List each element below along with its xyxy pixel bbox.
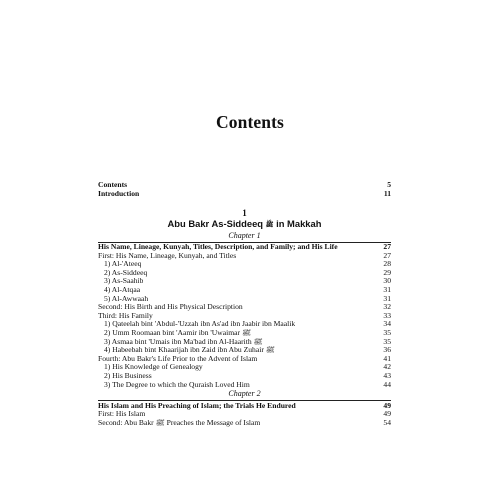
toc-entry-label: 3) Asmaa bint 'Umais ibn Ma'bad ibn Al-Haarith ﷺ xyxy=(104,337,263,346)
toc-entry-page: 27 xyxy=(383,250,391,260)
toc-entry-label: Third: His Family xyxy=(98,311,153,320)
toc-entry-page: 31 xyxy=(383,293,391,303)
toc-entry-label: Second: His Birth and His Physical Description xyxy=(98,303,243,312)
toc-entry-label: 1) Qateelah bint 'Abdul-'Uzzah ibn As'ad ibn Jaabir ibn Maalik xyxy=(104,320,296,329)
part-number: 1 xyxy=(242,208,247,219)
toc-entry-label: 2) As-Siddeeq xyxy=(104,268,148,277)
toc-entry[interactable] xyxy=(98,410,391,419)
toc-entry-label: 2) Umm Roomaan bint 'Aamir ibn 'Uwaimar ﷺ xyxy=(104,329,252,338)
toc-entry[interactable] xyxy=(98,381,391,390)
toc-entry-page: 29 xyxy=(383,267,391,277)
toc-entry[interactable] xyxy=(98,419,391,428)
toc-entry-label: 1) His Knowledge of Genealogy xyxy=(104,363,203,372)
chapter-2-label: Chapter 2 xyxy=(228,389,261,399)
toc-entry-label: 2) His Business xyxy=(104,372,152,380)
toc-entry[interactable] xyxy=(98,372,391,381)
toc-entry[interactable] xyxy=(98,355,391,364)
toc-entry-label: His Name, Lineage, Kunyah, Titles, Description, and Family; and His Life xyxy=(98,243,338,252)
chapter-1-entries xyxy=(98,252,391,390)
toc-entry[interactable] xyxy=(98,295,391,304)
toc-entry-label: 5) Al-Awwaah xyxy=(104,294,149,303)
toc-entry[interactable] xyxy=(98,252,391,261)
toc-entry-page: 5 xyxy=(387,180,391,189)
toc-entry[interactable] xyxy=(98,286,391,295)
toc-entry-label: Contents xyxy=(98,181,128,189)
toc-entry-page: 54 xyxy=(383,417,391,427)
toc-entry[interactable] xyxy=(98,346,391,355)
toc-entry-page: 33 xyxy=(383,310,391,320)
toc-entry[interactable] xyxy=(98,338,391,347)
toc-entry-label: 3) The Degree to which the Quraish Loved Him xyxy=(104,380,250,389)
toc-entry[interactable] xyxy=(98,260,391,269)
toc-entry-page: 28 xyxy=(383,259,391,269)
toc-entry-page: 32 xyxy=(383,302,391,312)
toc-entry-page: 27 xyxy=(383,242,391,252)
toc-entry-label: 3) As-Saahib xyxy=(104,277,144,286)
toc-entry-label: Introduction xyxy=(98,189,140,198)
toc-entry-page: 31 xyxy=(383,285,391,295)
toc-entry-label: First: His Name, Lineage, Kunyah, and Titles xyxy=(98,251,237,260)
toc-entry-page: 34 xyxy=(383,319,391,329)
toc-entry-label: Second: Abu Bakr ﷺ Preaches the Message of Islam xyxy=(98,418,261,427)
chapter-2-entries xyxy=(98,410,391,427)
honorific-glyph: ﷺ xyxy=(265,221,274,229)
toc-entry-page: 35 xyxy=(383,328,391,338)
toc-entry-label: Fourth: Abu Bakr's Life Prior to the Advent of Islam xyxy=(98,354,258,363)
part-title xyxy=(98,218,391,231)
toc-entry-contents[interactable] xyxy=(98,181,391,190)
toc-entry-page: 11 xyxy=(383,188,391,198)
chapter-2-heading[interactable] xyxy=(98,402,391,411)
toc-entry-page: 43 xyxy=(383,371,391,380)
toc-entry-page: 41 xyxy=(383,353,391,363)
toc-entry-label: His Islam and His Preaching of Islam; the Trials He Endured xyxy=(98,401,296,410)
toc-entry-label: 1) Al-'Ateeq xyxy=(104,260,142,269)
toc-entry[interactable] xyxy=(98,269,391,278)
toc-entry[interactable] xyxy=(98,312,391,321)
toc-entry[interactable] xyxy=(98,320,391,329)
part-title-main: Abu Bakr As-Siddeeq xyxy=(167,218,264,230)
toc-entry-page: 49 xyxy=(383,400,391,410)
table-of-contents xyxy=(98,181,391,427)
page-title: Contents xyxy=(216,112,284,132)
toc-entry-label: 4) Habeebah bint Khaarijah ibn Zaid ibn Abu Zuhair ﷺ xyxy=(104,346,275,355)
toc-entry-label: First: His Islam xyxy=(98,410,146,419)
toc-entry[interactable] xyxy=(98,363,391,372)
part-title-tail: in Makkah xyxy=(276,218,322,230)
chapter-1-heading[interactable] xyxy=(98,243,391,252)
toc-entry-page: 42 xyxy=(383,362,391,372)
toc-entry[interactable] xyxy=(98,303,391,312)
toc-entry-page: 44 xyxy=(383,379,391,389)
toc-entry-introduction[interactable] xyxy=(98,190,391,199)
toc-entry-page: 49 xyxy=(383,409,391,419)
toc-entry[interactable] xyxy=(98,277,391,286)
toc-entry-page: 36 xyxy=(383,345,391,355)
toc-entry-label: 4) Al-Atqaa xyxy=(104,286,141,295)
toc-entry[interactable] xyxy=(98,329,391,338)
chapter-1-label: Chapter 1 xyxy=(228,230,261,240)
toc-entry-page: 30 xyxy=(383,276,391,286)
toc-entry-page: 35 xyxy=(383,336,391,346)
